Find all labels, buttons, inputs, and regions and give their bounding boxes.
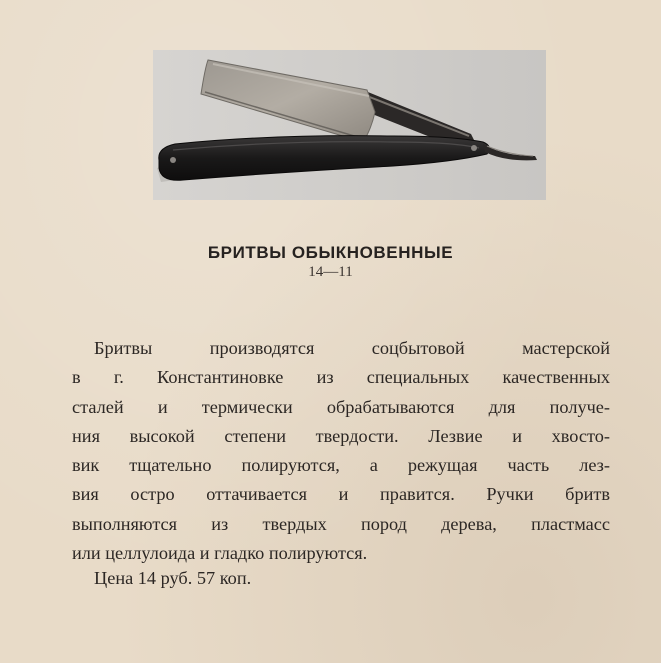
description-line: ния высокой степени твердости. Лезвие и хвосто- <box>72 425 610 446</box>
product-title: БРИТВЫ ОБЫКНОВЕННЫЕ <box>207 243 454 262</box>
description-line: выполняются из твердых пород дерева, пластмасс <box>72 513 610 534</box>
description-line: в г. Константиновке из специальных качественных <box>72 367 610 388</box>
product-description <box>72 334 610 568</box>
description-line: или целлулоида и гладко полируются. <box>72 543 368 564</box>
description-line: Бритвы производятся соцбытовой мастерской <box>94 338 610 358</box>
product-code: 14—11 <box>308 264 353 280</box>
price-label: Цена 14 руб. 57 коп. <box>94 568 252 588</box>
straight-razor-icon <box>153 50 546 200</box>
description-line: сталей и термически обрабатываются для получе- <box>72 396 610 417</box>
description-line: вик тщательно полируются, а режущая часть лез- <box>72 455 610 476</box>
razor-photo <box>153 50 546 200</box>
description-line: вия остро оттачивается и правится. Ручки бритв <box>72 484 610 505</box>
